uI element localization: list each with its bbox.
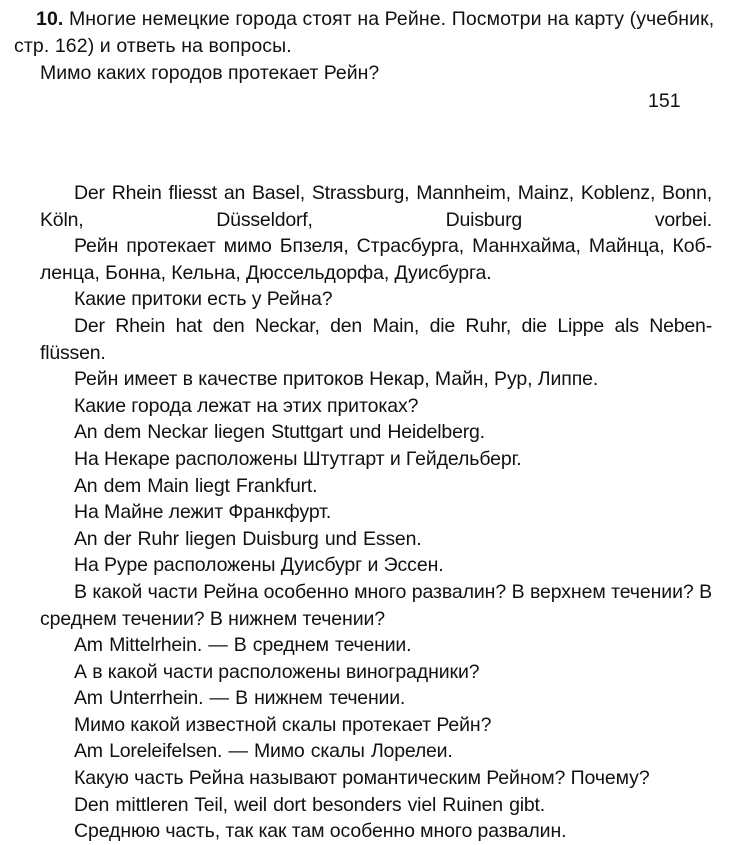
text-line: Am Loreleifelsen. — Мимо скалы Лорелеи. bbox=[74, 740, 453, 763]
task-header bbox=[14, 6, 719, 87]
text-line: Der Rhein fliesst an Basel, Strassburg, Mannheim, Mainz, Koblenz, Bonn, Köln, Düsseldorf, Duisburg vorbei. bbox=[40, 182, 712, 231]
task-number: 10. bbox=[36, 8, 64, 30]
task-text: Многие немецкие города стоят на Рейне. Посмотри на карту (учебник, стр. 162) и ответь на вопросы. bbox=[14, 8, 715, 57]
text-line: Какую часть Рейна называют романтическим Рейном? Почему? bbox=[74, 767, 650, 790]
text-line: Какие города лежат на этих притоках? bbox=[74, 394, 419, 417]
answer-text bbox=[40, 180, 712, 845]
text-line: Мимо какой известной скалы протекает Рейн? bbox=[74, 713, 492, 736]
text-line: Среднюю часть, так как там особенно много развалин. bbox=[74, 820, 567, 843]
text-line: Der Rhein hat den Neckar, den Main, die Ruhr, die Lippe als Neben-flüssen. bbox=[40, 314, 712, 364]
text-line: В какой части Рейна особенно много развалин? В верхнем течении? В среднем течении? В нижнем течении? bbox=[40, 580, 712, 630]
task-instruction bbox=[14, 6, 719, 60]
text-line: Рейн имеет в качестве притоков Некар, Майн, Рур, Липпе. bbox=[74, 368, 599, 391]
text-line: An dem Neckar liegen Stuttgart und Heidelberg. bbox=[74, 421, 485, 444]
text-line: Рейн протекает мимо Бпзеля, Страсбурга, Маннхайма, Майнца, Коб-ленца, Бонна, Кельна, Дюссельдорфа, Дуисбурга. bbox=[40, 235, 712, 284]
text-line: А в какой части расположены виноградники? bbox=[74, 660, 480, 683]
text-line: На Руре расположены Дуисбург и Эссен. bbox=[74, 554, 444, 577]
task-question: Мимо каких городов протекает Рейн? bbox=[40, 62, 380, 84]
text-line: Какие притоки есть у Рейна? bbox=[74, 288, 333, 311]
text-line: На Некаре расположены Штутгарт и Гейдельберг. bbox=[74, 447, 522, 470]
text-line: Den mittleren Teil, weil dort besonders viel Ruinen gibt. bbox=[74, 793, 545, 816]
text-line: An dem Main liegt Frankfurt. bbox=[74, 474, 318, 497]
text-line: An der Ruhr liegen Duisburg und Essen. bbox=[74, 527, 422, 550]
text-line: Am Unterrhein. — В нижнем течении. bbox=[74, 687, 406, 710]
text-line: На Майне лежит Франкфурт. bbox=[74, 501, 332, 524]
text-line: Am Mittelrhein. — В среднем течении. bbox=[74, 634, 412, 657]
page-number: 151 bbox=[648, 90, 681, 112]
